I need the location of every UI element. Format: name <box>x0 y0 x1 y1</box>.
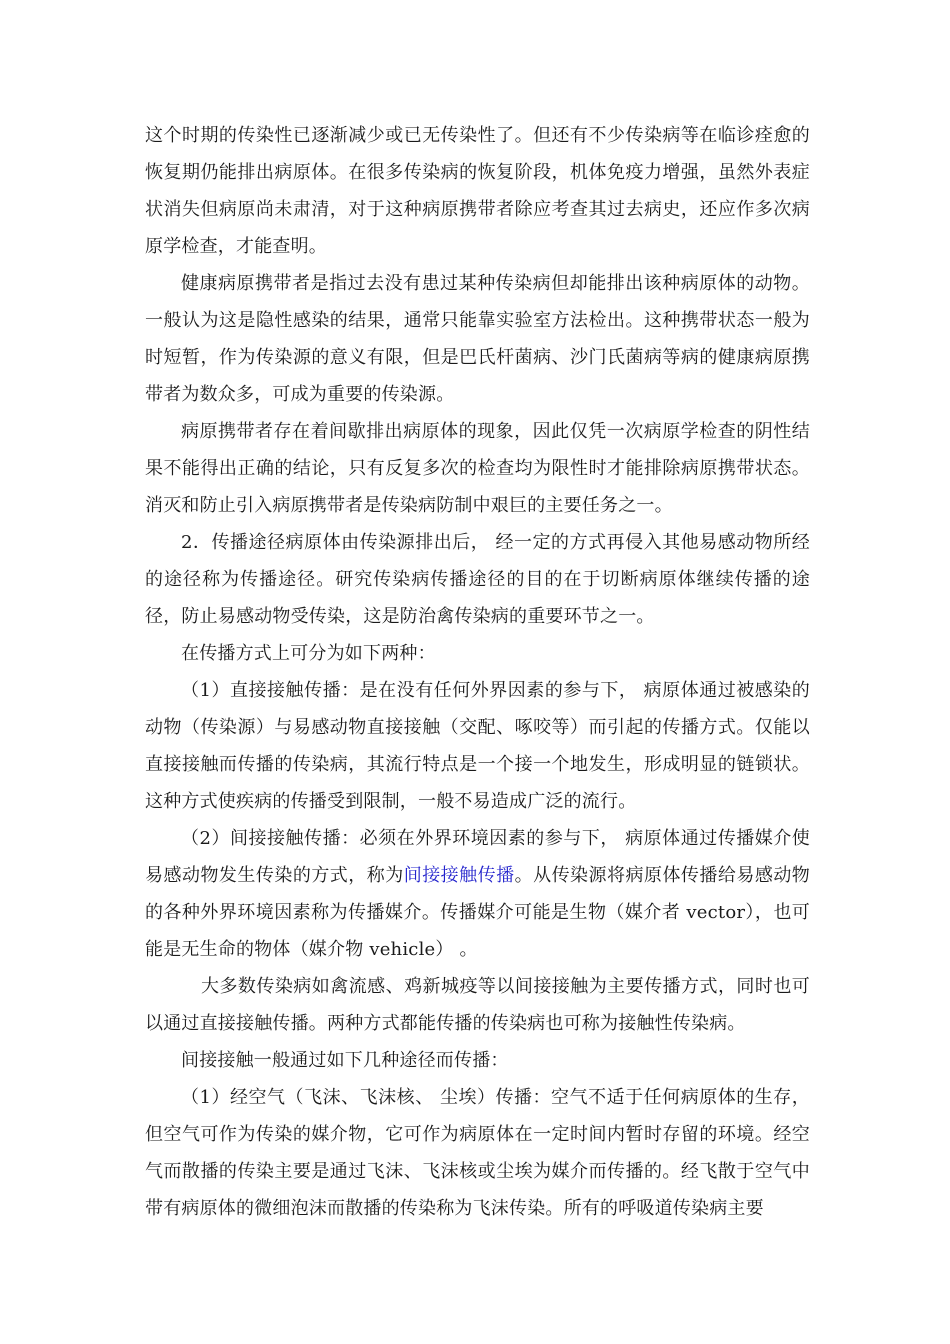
paragraph-10: （1）经空气（飞沫、飞沫核、 尘埃）传播：空气不适于任何病原体的生存，但空气可作为传染的媒介物，它可作为病原体在一定时间内暂时存留的环境。经空气而散播的传染主要是通过飞沫、飞沫核或尘埃为媒介而传播的。经飞散于空气中带有病原体的微细泡沫而散播的传染称为飞沫传染。所有的呼吸道传染病主要 <box>145 1087 810 1219</box>
paragraph-6: （1）直接接触传播：是在没有任何外界因素的参与下， 病原体通过被感染的动物（传染源）与易感动物直接接触（交配、啄咬等）而引起的传播方式。仅能以直接接触而传播的传染病，其流行特点是一个接一个地发生，形成明显的链锁状。这种方式使疾病的传播受到限制，一般不易造成广泛的流行。 <box>145 680 810 812</box>
paragraph-7 <box>145 820 810 968</box>
paragraph-7-text-after: 。从传染源将病原体传播给易感动物的各种外界环境因素称为传播媒介。传播媒介可能是生物（媒介者 vector），也可能是无生命的物体（媒介物 vehicle） 。 <box>145 865 810 960</box>
indirect-contact-link[interactable]: 间接接触传播 <box>403 865 515 886</box>
document-body <box>145 117 810 1227</box>
paragraph-7-text-before: （2）间接接触传播：必须在外界环境因素的参与下， 病原体通过传播媒介使易感动物发生传染的方式，称为 <box>145 828 810 886</box>
paragraph-5: 在传播方式上可分为如下两种： <box>181 643 436 664</box>
paragraph-9: 间接接触一般通过如下几种途径而传播： <box>181 1050 509 1071</box>
paragraph-2: 健康病原携带者是指过去没有患过某种传染病但却能排出该种病原体的动物。一般认为这是隐性感染的结果，通常只能靠实验室方法检出。这种携带状态一般为时短暂，作为传染源的意义有限，但是巴氏杆菌病、沙门氏菌病等病的健康病原携带者为数众多，可成为重要的传染源。 <box>145 273 810 405</box>
paragraph-4: 2．传播途径病原体由传染源排出后， 经一定的方式再侵入其他易感动物所经的途径称为传播途径。研究传染病传播途径的目的在于切断病原体继续传播的途径，防止易感动物受传染，这是防治禽传染病的重要环节之一。 <box>145 532 810 627</box>
paragraph-3: 病原携带者存在着间歇排出病原体的现象，因此仅凭一次病原学检查的阴性结果不能得出正确的结论，只有反复多次的检查均为限性时才能排除病原携带状态。消灭和防止引入病原携带者是传染病防制中艰巨的主要任务之一。 <box>145 421 810 516</box>
paragraph-8: 大多数传染病如禽流感、鸡新城疫等以间接接触为主要传播方式，同时也可以通过直接接触传播。两种方式都能传播的传染病也可称为接触性传染病。 <box>145 976 810 1034</box>
paragraph-1: 这个时期的传染性已逐渐减少或已无传染性了。但还有不少传染病等在临诊痊愈的恢复期仍能排出病原体。在很多传染病的恢复阶段，机体免疫力增强，虽然外表症状消失但病原尚未肃清，对于这种病原携带者除应考查其过去病史，还应作多次病原学检查，才能查明。 <box>145 125 810 257</box>
